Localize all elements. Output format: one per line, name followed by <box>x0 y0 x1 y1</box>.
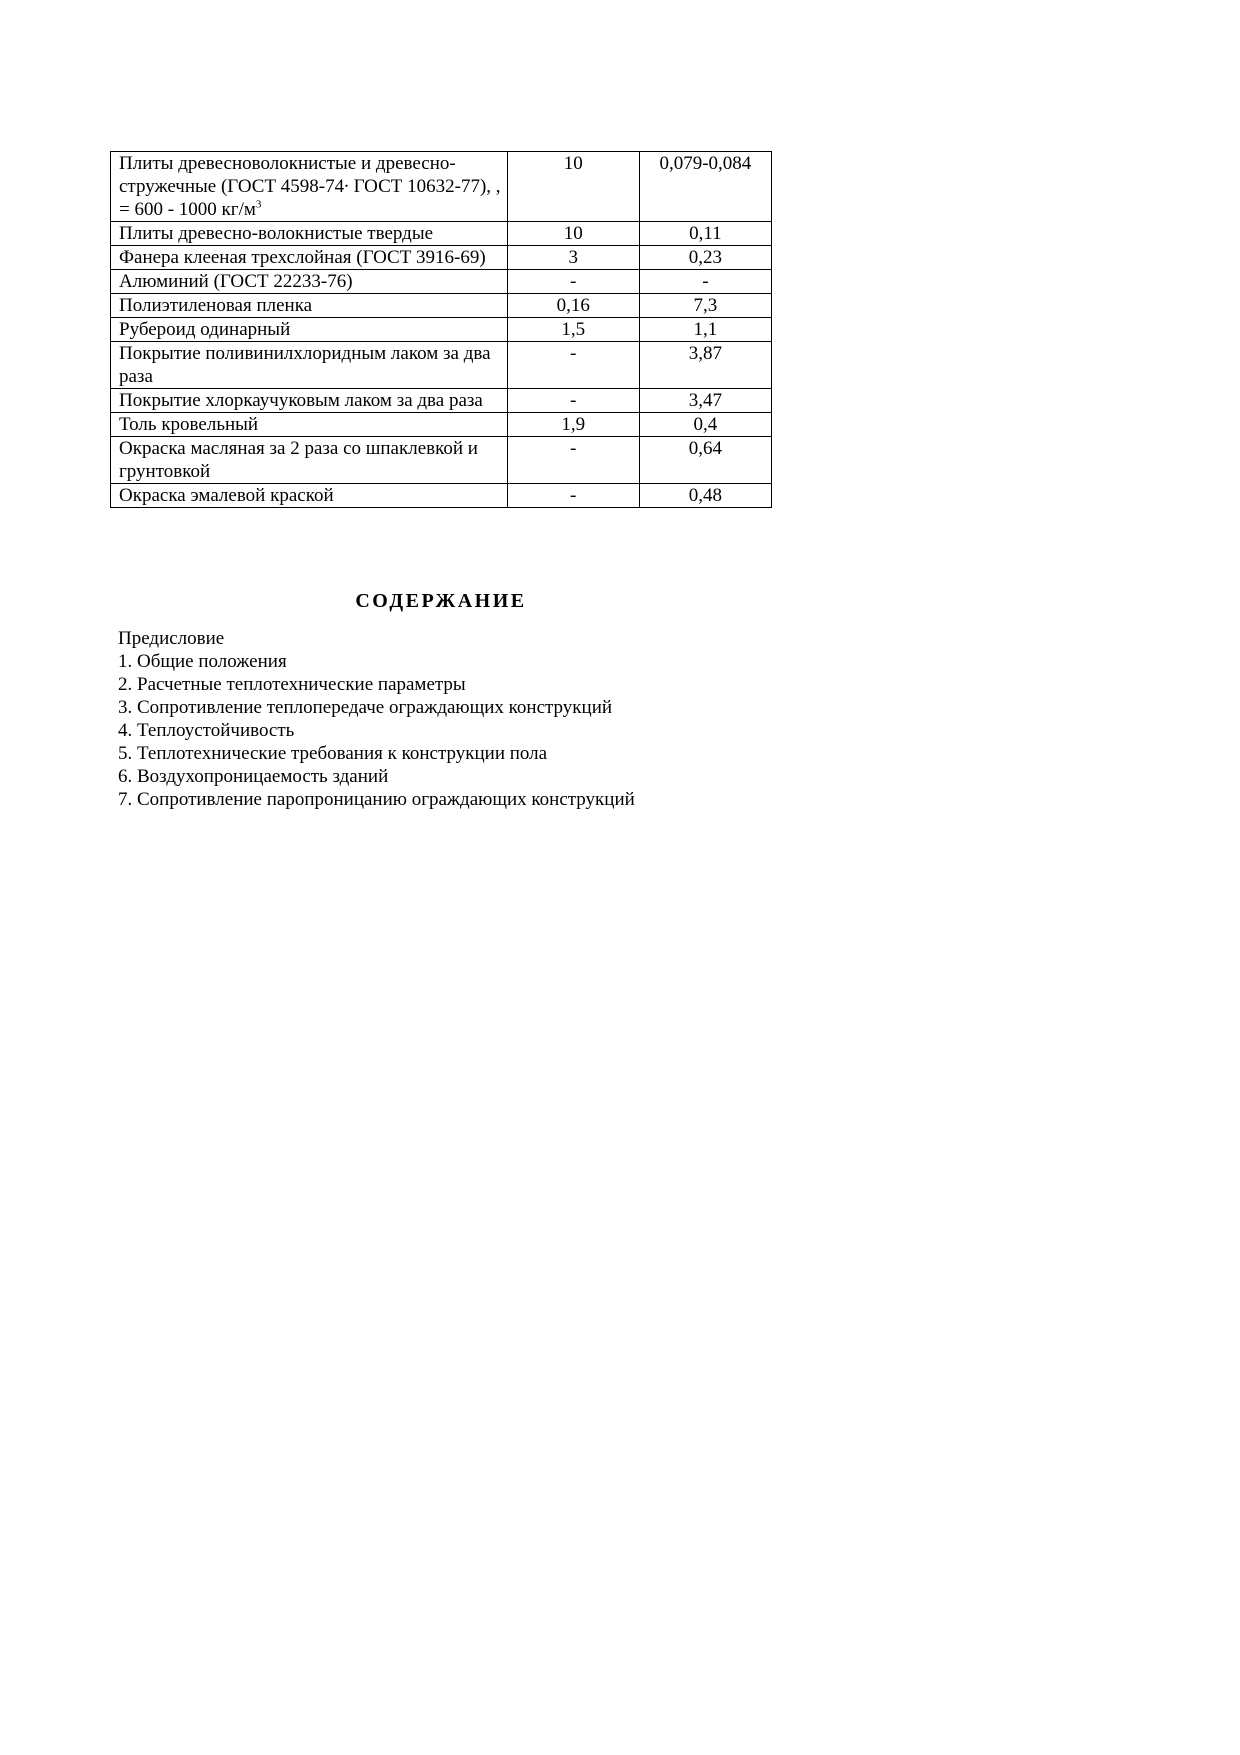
value-cell: 0,11 <box>639 222 771 246</box>
value-cell: - <box>507 484 639 508</box>
value-cell: 0,64 <box>639 437 771 484</box>
value-cell: 0,23 <box>639 246 771 270</box>
table-row <box>111 437 772 484</box>
table-row <box>111 318 772 342</box>
table-row <box>111 389 772 413</box>
material-name-cell: Полиэтиленовая пленка <box>111 294 508 318</box>
value-cell: 0,4 <box>639 413 771 437</box>
materials-table <box>110 151 772 508</box>
value-cell: 1,1 <box>639 318 771 342</box>
material-name-cell: Окраска эмалевой краской <box>111 484 508 508</box>
table-row <box>111 270 772 294</box>
material-name-cell: Толь кровельный <box>111 413 508 437</box>
toc-item: 3. Сопротивление теплопередаче ограждающих конструкций <box>118 697 613 718</box>
toc-item: 1. Общие положения <box>118 651 287 672</box>
value-cell: 3,47 <box>639 389 771 413</box>
value-cell: 0,16 <box>507 294 639 318</box>
material-name-cell: Плиты древесно-волокнистые твердые <box>111 222 508 246</box>
value-cell: 10 <box>507 152 639 222</box>
value-cell: 1,5 <box>507 318 639 342</box>
material-name-cell: Фанера клееная трехслойная (ГОСТ 3916-69) <box>111 246 508 270</box>
toc-item: 5. Теплотехнические требования к конструкции пола <box>118 743 548 764</box>
table-row <box>111 484 772 508</box>
value-cell: - <box>507 437 639 484</box>
toc-item: 2. Расчетные теплотехнические параметры <box>118 674 466 695</box>
table-row <box>111 152 772 222</box>
toc-item: 6. Воздухопроницаемость зданий <box>118 766 389 787</box>
toc-item: Предисловие <box>118 628 225 649</box>
table-of-contents <box>118 627 1018 811</box>
material-name-cell: Алюминий (ГОСТ 22233-76) <box>111 270 508 294</box>
table-row <box>111 222 772 246</box>
toc-title: СОДЕРЖАНИЕ <box>355 590 527 612</box>
material-name-cell: Рубероид одинарный <box>111 318 508 342</box>
value-cell: - <box>639 270 771 294</box>
value-cell: 3 <box>507 246 639 270</box>
material-name-cell: Покрытие хлоркаучуковым лаком за два раза <box>111 389 508 413</box>
material-name-cell: Окраска масляная за 2 раза со шпаклевкой и грунтовкой <box>111 437 508 484</box>
table-row <box>111 413 772 437</box>
value-cell: - <box>507 342 639 389</box>
material-name-cell: Плиты древесноволокнистые и древесно-стружечные (ГОСТ 4598-74∙ ГОСТ 10632-77), , = 600 - 1000 $кг/м^3$ <box>111 152 508 222</box>
value-cell: - <box>507 389 639 413</box>
table-row <box>111 294 772 318</box>
value-cell: - <box>507 270 639 294</box>
value-cell: 10 <box>507 222 639 246</box>
value-cell: 0,079-0,084 <box>639 152 771 222</box>
toc-item: 4. Теплоустойчивость <box>118 720 295 741</box>
superscript: 3 <box>255 198 262 211</box>
value-cell: 3,87 <box>639 342 771 389</box>
toc-item: 7. Сопротивление паропроницанию ограждающих конструкций <box>118 789 635 810</box>
value-cell: 0,48 <box>639 484 771 508</box>
table-row <box>111 246 772 270</box>
table-row <box>111 342 772 389</box>
value-cell: 7,3 <box>639 294 771 318</box>
material-name-cell: Покрытие поливинилхлоридным лаком за два раза <box>111 342 508 389</box>
value-cell: 1,9 <box>507 413 639 437</box>
